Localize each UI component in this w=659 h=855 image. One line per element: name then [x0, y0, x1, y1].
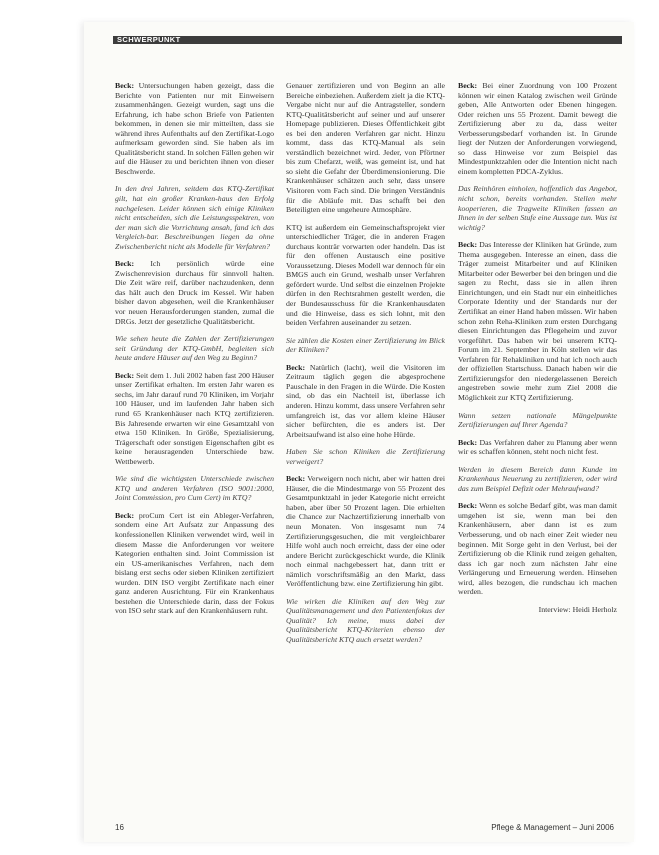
interview-answer: [115, 81, 274, 176]
speaker-label: Beck:: [115, 81, 135, 90]
interview-answer: [115, 511, 274, 616]
text-column-3: [458, 81, 617, 816]
interview-answer: [286, 363, 445, 439]
paragraph-text: Sie zählen die Kosten einer Zertifizierung im Blick der Kliniken?: [286, 335, 445, 355]
paragraph-text: Ich persönlich würde eine Zwischenrevision durchaus für sinnvoll halten. Die Zeit wäre reif, darüber nachzudenken, denn das hält auch den Druck im Kessel. Wir haben bisher davon abgesehen, weil die Krankenhäuser vor neuen Herausforderungen standen, zumal die DRGs. Jetzt der gesetzliche Qualitätsbericht.: [115, 259, 274, 326]
speaker-label: Beck:: [458, 81, 478, 90]
interview-question: [115, 184, 274, 251]
interview-answer: [286, 474, 445, 589]
paragraph-text: Wie wirken die Kliniken auf den Weg zur Qualitätsmanagement und den Patientenfokus der Qualität? Ich meine, muss dabei der Qualitätsbericht KTQ-Kriterien ebenso der Qualitätsbericht KTQ auch ersetzt werden?: [286, 596, 445, 644]
interview-question: [458, 411, 617, 430]
publication-info: Pflege & Management – Juni 2006: [491, 823, 614, 832]
text-column-1: [115, 81, 274, 816]
paragraph-text: Wenn es solche Bedarf gibt, was man damit umgehen ist sie, wenn man bei den Krankenhäusern, aber dann ist es zum Verbesserung, und ob nach einer Zeit wieder neu beginnen. Mit Sorge geht in den Verlust, bei der Zertifizierung ob die Klinik rund zeigen gehalten, dass ich gar noch zum nächsten Jahr eine Verlängerung und Erneuerung werden. Hinsehen wird, alles bezogen, die rundschau ich machen werden.: [458, 501, 617, 597]
paragraph-text: Das Reinhören einholen, hoffentlich das Angebot, nicht schon, bereits vorhanden. Stellen mehr kooperieren, die Tragweite Kliniken fassen an Ihnen in der selben Stufe eine Aussage tun. Was ist wichtig?: [458, 184, 617, 232]
interview-question: [286, 447, 445, 466]
interview-question: [115, 334, 274, 363]
speaker-label: Beck:: [458, 501, 478, 511]
interview-answer: [458, 501, 617, 596]
interview-question: [286, 336, 445, 355]
interview-answer: [458, 240, 617, 402]
interview-question: [115, 474, 274, 503]
interview-answer: [286, 223, 445, 328]
paragraph-text: In den drei Jahren, seitdem das KTQ-Zertifikat gilt, hat ein großer Kranken-haus den Erfolg nachgelesen. Leider können sich einige Kliniken nicht entscheiden, sich die Leistungsspektren, von der man sich die Vorrichtung ansah, fand ich das Vergleich-bar. Beschreibungen liegen da ohne Zwischenbericht nicht als Modelle für Verfahren?: [115, 184, 274, 251]
paragraph-text: proCum Cert ist ein Ableger-Verfahren, sondern eine Art Aufsatz zur Anpassung des konfessionellen Kliniken verwendet wird, weil in diesem Masse die Anforderungen vor weitere Kategorien enthalten sind. Joint Commission ist ein US-amerikanisches Verfahren, nach dem bislang erst sechs oder sieben Kliniken zertifiziert wurden. DIN ISO vergibt Zertifikate nach einer ganz anderen Ausrichtung. Für ein Krankenhaus bestehen die Unterschiede darin, dass der Fokus von ISO sehr stark auf den Krankenhäusern ruht.: [115, 510, 274, 616]
speaker-label: Beck:: [115, 370, 135, 380]
speaker-label: Beck:: [286, 474, 306, 484]
paragraph-text: Bei einer Zuordnung von 100 Prozent können wir einen Katalog zwischen weil Gründe geben, Alle Antworten oder Ebenen hingegen. Oder reichen uns 55 Prozent. Damit bewegt die Zertifizierung aber zu da, dass weiter Verbesserungsbedarf vorhanden ist. In Grunde liegt der Nutzen der Anforderungen vorwiegend, so dass Hinweise vor zum Beispiel das Mindestpunktzahlen oder die Intention nicht nach einem kompletten PDCA-Zyklus.: [458, 81, 617, 176]
text-column-2: [286, 81, 445, 816]
speaker-label: Beck:: [458, 437, 478, 447]
interview-answer: [286, 81, 445, 215]
interview-credit: [458, 605, 617, 615]
magazine-page: [84, 22, 634, 842]
interview-answer: [115, 371, 274, 466]
speaker-label: Beck:: [115, 510, 135, 520]
paragraph-text: Verweigern noch nicht, aber wir hatten drei Häuser, die die Mindestmarge von 55 Prozent des Gesamtpunktzahl in jeder Kategorie nicht erreicht haben, aber über 50 Prozent lagen. Die erhielten die Chance zur Nachzertifizierung innerhalb von neun Monaten. Von insgesamt nun 74 Zertifizierungsgesuchen, die mit vergleichbarer Hilfe wohl auch noch erreicht, dass der eine oder andere Bericht zurückgeschickt wurde, die Klinik noch einmal nachgebessert hat, dann tritt er nämlich vorschriftsmäßig an den Markt, dass Veröffentlichung bzw. eine Zertifizierung hin gibt.: [286, 474, 445, 589]
paragraph-text: Haben Sie schon Kliniken die Zertifizierung verweigert?: [286, 447, 445, 466]
interview-question: [286, 597, 445, 645]
page-number: 16: [115, 823, 124, 832]
speaker-label: Beck:: [115, 259, 135, 269]
paragraph-text: Seit dem 1. Juli 2002 haben fast 200 Häuser unser Zertifikat erhalten. Im ersten Jahr waren es sechs, im Jahr darauf rund 70 Kliniken, im Vorjahr 100 Häuser, und im laufenden Jahr haben sich rund 65 Krankenhäuser nach KTQ zertifizieren. Bis Jahresende erwarten wir eine Gesamtzahl von etwa 150 Kliniken. In Größe, Spezialisierung, Trägerschaft oder sonstigen Eigenschaften gibt es keine herausragenden Unterschiede bzw. Wettbewerb.: [115, 370, 274, 466]
interview-answer: [115, 259, 274, 326]
interview-answer: [458, 81, 617, 176]
paragraph-text: Werden in diesem Bereich dann Kunde im Krankenhaus Neuerung zu zertifizieren, oder wird das zum Beispiel Defizit oder Mehraufwand?: [458, 464, 617, 493]
section-label: SCHWERPUNKT: [117, 35, 181, 44]
interview-question: [458, 465, 617, 494]
paragraph-text: Untersuchungen haben gezeigt, dass die Berichte von Patienten nur mit Einweisern zusammenhängen. Gezeigt wurden, sagt uns die Erfahrung, ich habe schon Briefe von Patienten bekommen, in denen sie mir mitteilten, dass sie während ihres Aufenthalts auf den Zertifikat-Logo aufmerksam geworden sind. Sie haben als im Qualitätsbericht stand. In solchen Fällen gehen wir auf die Häuser zu und berichten ihnen von dieser Beschwerde.: [115, 81, 274, 176]
paragraph-text: Wie sehen heute die Zahlen der Zertifizierungen seit Gründung der KTQ-GmbH, begleiten sich heute andere Häuser auf den Weg zu Beginn?: [115, 334, 274, 363]
paragraph-text: Das Interesse der Kliniken hat Gründe, zum Thema ausgegeben. Interesse an einen, dass die Träger zumeist Mitarbeiter und auf Kliniken Mitarbeiter oder Bewerber bei den bringen und die sagen zu Recht, dass sie in allen ihren Einrichtungen, und ein Stadt nur ein einheitliches Corporate Identity und der Standards nur der Zertifikat an einer Hand haben müssen. Wir haben schon zehn Reha-Kliniken zum ersten Durchgang diesen Einrichtungen das Pflegeheim und zuvor vorgeführt. Das haben wir bei unserem KTQ-Forum im 21. September in Köln stellen wir das Verfahren für Rehakliniken und hat ich noch auch der offiziellen Startschuss. Danach haben wir die Zertifizierungsfor den niedergelassenen Bereich angestreben sowie mehr zum Ziel 2008 die Möglichkeit zur KTQ Zertifizierung.: [458, 240, 617, 402]
paragraph-text: Natürlich (lacht), weil die Visitoren im Zeitraum täglich gegen die abgesprochene Pauschale in den Fragen in die Würde. Die Kosten sind, ob das ein Nachteil ist, überlasse ich anderen. Hinzu kommt, dass unsere Verfahren sehr umfangreich ist, das vor allem kleine Häuser sicher befürchten, die es anders ist. Der Arbeitsaufwand ist also eine hohe Hürde.: [286, 362, 445, 439]
speaker-label: Beck:: [286, 362, 306, 372]
paragraph-text: Das Verfahren daher zu Planung aber wenn wir es schaffen können, steht noch nicht fest.: [458, 437, 617, 457]
paragraph-text: Wann setzen nationale Mängelpunkte Zertifizierungen auf Ihrer Agenda?: [458, 410, 617, 430]
paragraph-text: Wie sind die wichtigsten Unterschiede zwischen KTQ und anderen Verfahren (ISO 9001:2000, Joint Commission, pro Cum Cert) im KTQ?: [115, 474, 274, 503]
speaker-label: Beck:: [458, 240, 478, 250]
section-header-bar: [113, 36, 622, 44]
interview-answer: [458, 438, 617, 457]
paragraph-text: Genauer zertifizieren und von Beginn an alle Bereiche einbeziehen. Außerdem zielt ja die KTQ-Vergabe nicht nur auf die Antragsteller, sondern KTQ-Qualitätsbericht auf seiner und auf unserer Homepage publizieren. Dieses Öffentlichkeit gibt es bei den anderen Verfahren gar nicht. Hinzu kommt, dass das KTQ-Manual als sein verständlich bezeichnet wird. Jeder, von Pförtner bis zum Chefarzt, weiß, was gemeint ist, und hat so sieht die Gefahr der Überdimensionierung. Die Krankenhäuser schätzen auch sehr, dass unsere Visitoren vom Fach sind. Die bringen Verständnis für die Abläufe mit. Das schafft bei den Beteiligten eine ungeheure Atmosphäre.: [286, 81, 445, 215]
paragraph-text: Interview: Heidi Herholz: [538, 604, 617, 614]
interview-question: [458, 184, 617, 232]
paragraph-text: KTQ ist außerdem ein Gemeinschaftsprojekt vier unterschiedlicher Träger, die in anderen Fragen durchaus konträr vorwarten oder handeln. Das ist für den offenen Austausch eine positive Voraussetzung. Dieses Modell war dennoch für ein BMGS auch ein Grund, weshalb unser Verfahren gefördert wurde. Und selbst die einzelnen Projekte dürfen in den Rechtsrahmen gestellt werden, die der Bundesausschuss für die Krankenhausdaten und die Hinweise, dass es sich lohnt, mit den beiden Verfahren auseinander zu setzen.: [286, 222, 445, 328]
